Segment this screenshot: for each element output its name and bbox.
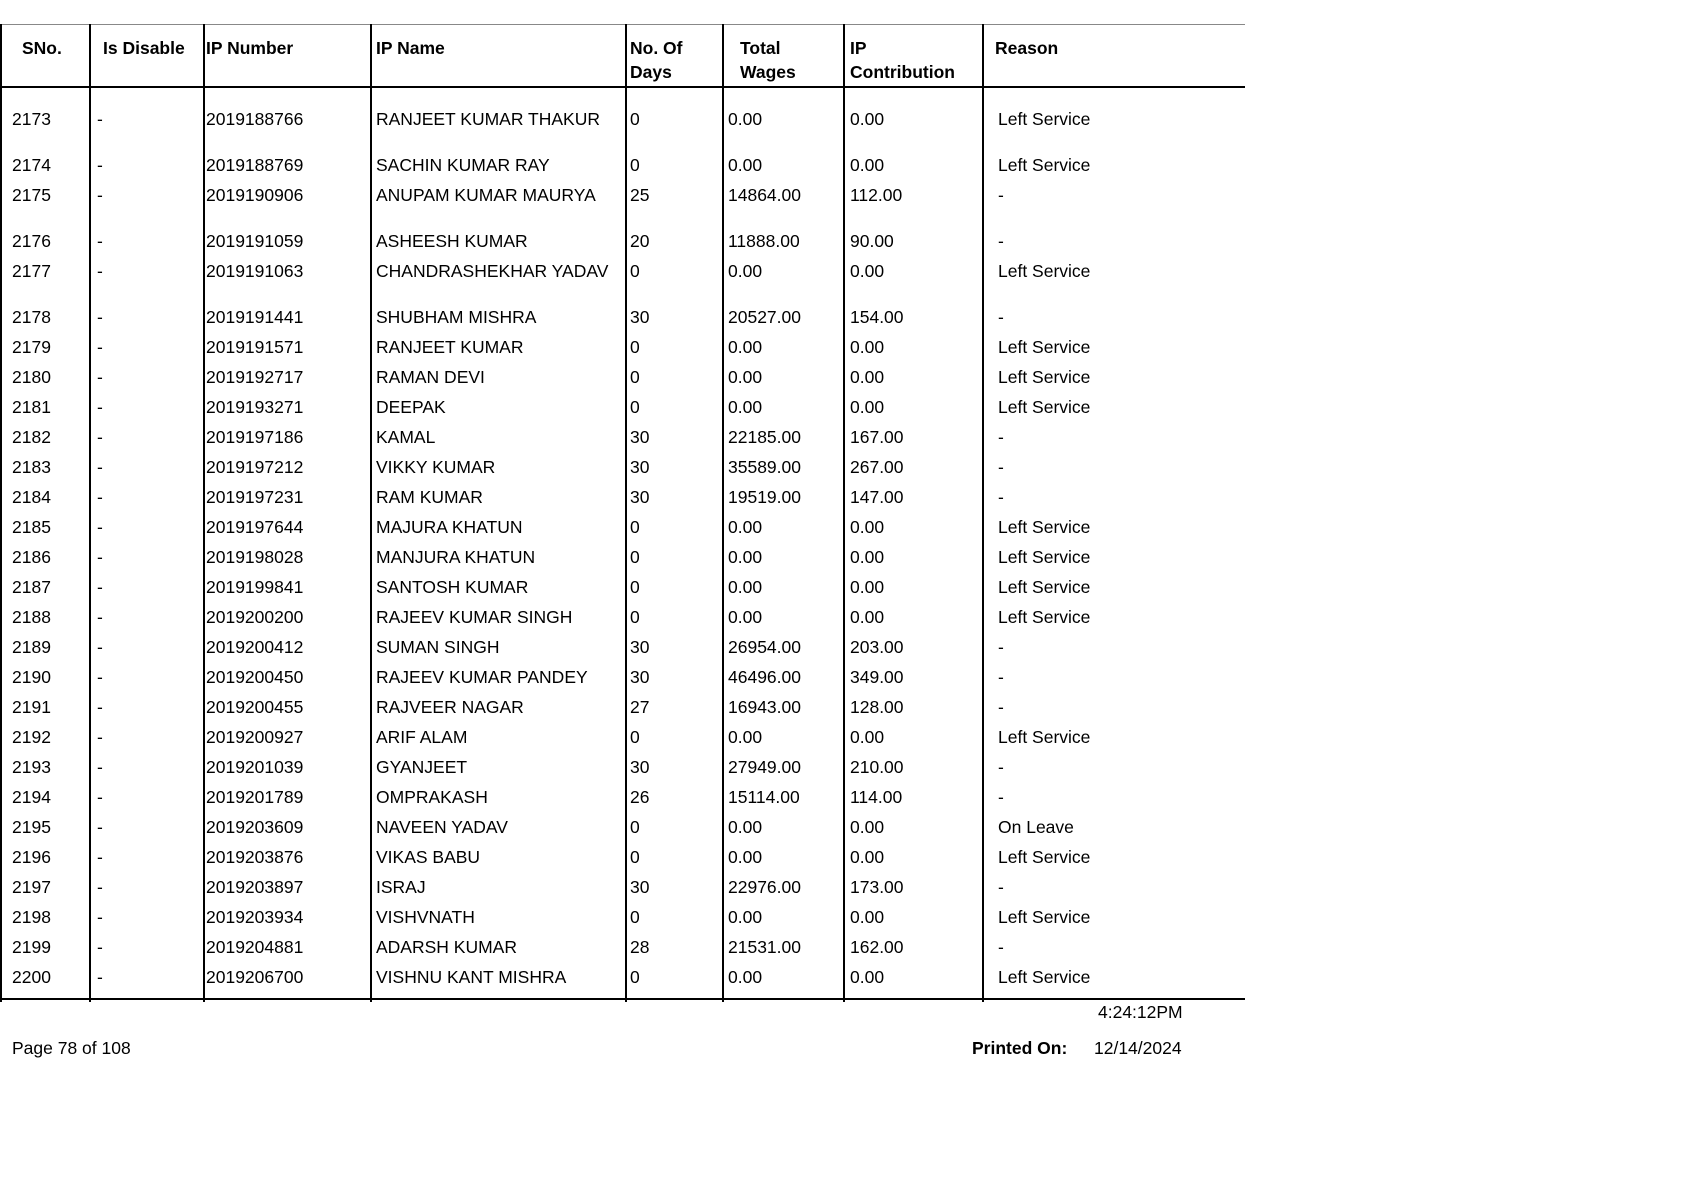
cell-ip-contribution: 0.00	[850, 967, 885, 987]
table-row	[0, 396, 1245, 426]
cell-ip-name: VISHVNATH	[376, 907, 475, 927]
table-top-border	[0, 24, 1245, 25]
cell-ip-name: SACHIN KUMAR RAY	[376, 155, 550, 175]
header-reason-line1: Reason	[995, 38, 1059, 58]
table-row	[0, 756, 1245, 786]
cell-total-wages: 0.00	[728, 967, 763, 987]
cell-ip-number: 2019201039	[206, 757, 304, 777]
cell-sno: 2186	[12, 547, 51, 567]
cell-total-wages: 0.00	[728, 847, 763, 867]
cell-ip-contribution: 0.00	[850, 109, 885, 129]
cell-is-disable: -	[97, 667, 103, 687]
cell-total-wages: 0.00	[728, 367, 763, 387]
print-time: 4:24:12PM	[1098, 1002, 1183, 1022]
cell-days: 30	[630, 457, 650, 477]
cell-ip-contribution: 128.00	[850, 697, 904, 717]
cell-ip-name: NAVEEN YADAV	[376, 817, 508, 837]
cell-total-wages: 0.00	[728, 727, 763, 747]
cell-ip-number: 2019203876	[206, 847, 304, 867]
cell-ip-name: ISRAJ	[376, 877, 426, 897]
cell-ip-number: 2019200927	[206, 727, 304, 747]
cell-reason: Left Service	[998, 967, 1091, 987]
table-row	[0, 726, 1245, 756]
cell-total-wages: 0.00	[728, 577, 763, 597]
cell-ip-name: ANUPAM KUMAR MAURYA	[376, 185, 596, 205]
printed-on-label: Printed On:	[972, 1038, 1068, 1058]
cell-ip-contribution: 267.00	[850, 457, 904, 477]
cell-sno: 2181	[12, 397, 51, 417]
cell-reason: Left Service	[998, 261, 1091, 281]
table-row	[0, 184, 1245, 230]
table-row	[0, 846, 1245, 876]
cell-ip-name: VISHNU KANT MISHRA	[376, 967, 567, 987]
table-row	[0, 906, 1245, 936]
cell-days: 0	[630, 337, 640, 357]
cell-total-wages: 46496.00	[728, 667, 801, 687]
cell-days: 0	[630, 547, 640, 567]
cell-total-wages: 0.00	[728, 547, 763, 567]
cell-is-disable: -	[97, 907, 103, 927]
table-row	[0, 936, 1245, 966]
cell-ip-number: 2019197644	[206, 517, 304, 537]
cell-sno: 2194	[12, 787, 51, 807]
cell-ip-name: CHANDRASHEKHAR YADAV	[376, 261, 609, 281]
cell-reason: -	[998, 937, 1004, 957]
cell-reason: Left Service	[998, 517, 1091, 537]
cell-sno: 2183	[12, 457, 51, 477]
cell-is-disable: -	[97, 607, 103, 627]
cell-days: 0	[630, 577, 640, 597]
cell-days: 0	[630, 967, 640, 987]
table-row	[0, 786, 1245, 816]
cell-reason: -	[998, 637, 1004, 657]
cell-ip-number: 2019200412	[206, 637, 304, 657]
cell-ip-contribution: 0.00	[850, 907, 885, 927]
cell-total-wages: 22976.00	[728, 877, 801, 897]
cell-reason: -	[998, 757, 1004, 777]
cell-ip-contribution: 0.00	[850, 517, 885, 537]
header-ip-contribution-line2: Contribution	[850, 62, 955, 82]
cell-days: 0	[630, 261, 640, 281]
cell-is-disable: -	[97, 185, 103, 205]
cell-days: 0	[630, 847, 640, 867]
cell-ip-contribution: 0.00	[850, 337, 885, 357]
column-divider	[722, 24, 724, 1002]
header-days-line2: Days	[630, 62, 672, 82]
cell-ip-number: 2019200200	[206, 607, 304, 627]
cell-ip-name: SUMAN SINGH	[376, 637, 500, 657]
column-divider	[89, 24, 91, 1002]
cell-days: 30	[630, 307, 650, 327]
cell-reason: -	[998, 877, 1004, 897]
table-row	[0, 230, 1245, 260]
cell-total-wages: 14864.00	[728, 185, 801, 205]
cell-reason: Left Service	[998, 907, 1091, 927]
cell-sno: 2197	[12, 877, 51, 897]
cell-ip-name: OMPRAKASH	[376, 787, 488, 807]
cell-ip-number: 2019200450	[206, 667, 304, 687]
cell-sno: 2189	[12, 637, 51, 657]
cell-total-wages: 0.00	[728, 155, 763, 175]
cell-is-disable: -	[97, 817, 103, 837]
table-row	[0, 336, 1245, 366]
cell-reason: -	[998, 427, 1004, 447]
cell-is-disable: -	[97, 937, 103, 957]
cell-days: 0	[630, 817, 640, 837]
cell-is-disable: -	[97, 155, 103, 175]
cell-total-wages: 27949.00	[728, 757, 801, 777]
header-ip-name-line1: IP Name	[376, 38, 445, 58]
cell-ip-name: SANTOSH KUMAR	[376, 577, 529, 597]
column-divider	[370, 24, 372, 1002]
cell-total-wages: 21531.00	[728, 937, 801, 957]
cell-ip-number: 2019203934	[206, 907, 304, 927]
cell-ip-contribution: 173.00	[850, 877, 904, 897]
cell-sno: 2199	[12, 937, 51, 957]
cell-ip-number: 2019192717	[206, 367, 304, 387]
cell-is-disable: -	[97, 109, 103, 129]
cell-reason: Left Service	[998, 397, 1091, 417]
cell-sno: 2188	[12, 607, 51, 627]
cell-reason: -	[998, 787, 1004, 807]
cell-ip-name: ASHEESH KUMAR	[376, 231, 528, 251]
column-divider	[843, 24, 845, 1002]
cell-ip-number: 2019203609	[206, 817, 304, 837]
cell-days: 30	[630, 487, 650, 507]
cell-days: 30	[630, 877, 650, 897]
cell-ip-number: 2019201789	[206, 787, 304, 807]
cell-ip-name: RANJEET KUMAR	[376, 337, 524, 357]
cell-is-disable: -	[97, 367, 103, 387]
cell-ip-contribution: 203.00	[850, 637, 904, 657]
header-sno	[22, 36, 62, 60]
cell-total-wages: 0.00	[728, 337, 763, 357]
header-total-wages	[740, 36, 796, 84]
table-row	[0, 306, 1245, 336]
cell-is-disable: -	[97, 261, 103, 281]
cell-ip-number: 2019206700	[206, 967, 304, 987]
cell-reason: Left Service	[998, 607, 1091, 627]
cell-is-disable: -	[97, 487, 103, 507]
column-divider	[203, 24, 205, 1002]
cell-total-wages: 0.00	[728, 517, 763, 537]
cell-is-disable: -	[97, 577, 103, 597]
cell-days: 27	[630, 697, 650, 717]
cell-is-disable: -	[97, 727, 103, 747]
cell-ip-name: RAM KUMAR	[376, 487, 483, 507]
cell-reason: -	[998, 457, 1004, 477]
cell-total-wages: 0.00	[728, 261, 763, 281]
header-ip-contribution	[850, 36, 955, 84]
cell-days: 30	[630, 637, 650, 657]
cell-reason: Left Service	[998, 847, 1091, 867]
cell-ip-number: 2019200455	[206, 697, 304, 717]
header-total-wages-line2: Wages	[740, 62, 796, 82]
cell-is-disable: -	[97, 637, 103, 657]
cell-total-wages: 20527.00	[728, 307, 801, 327]
header-ip-contribution-line1: IP	[850, 38, 867, 58]
column-divider	[0, 24, 2, 1002]
cell-ip-contribution: 112.00	[850, 185, 903, 205]
cell-ip-number: 2019197231	[206, 487, 304, 507]
cell-ip-name: MANJURA KHATUN	[376, 547, 536, 567]
cell-ip-name: RAMAN DEVI	[376, 367, 485, 387]
cell-reason: Left Service	[998, 367, 1091, 387]
cell-ip-number: 2019197212	[206, 457, 304, 477]
cell-days: 0	[630, 367, 640, 387]
cell-ip-number: 2019199841	[206, 577, 304, 597]
cell-is-disable: -	[97, 847, 103, 867]
cell-reason: Left Service	[998, 155, 1091, 175]
cell-total-wages: 11888.00	[728, 231, 800, 251]
header-ip-name	[376, 36, 445, 60]
header-total-wages-line1: Total	[740, 38, 781, 58]
cell-total-wages: 35589.00	[728, 457, 801, 477]
cell-sno: 2192	[12, 727, 51, 747]
cell-days: 0	[630, 155, 640, 175]
cell-sno: 2177	[12, 261, 51, 281]
cell-days: 20	[630, 231, 650, 251]
cell-is-disable: -	[97, 757, 103, 777]
cell-sno: 2190	[12, 667, 51, 687]
cell-ip-name: MAJURA KHATUN	[376, 517, 523, 537]
cell-ip-contribution: 162.00	[850, 937, 904, 957]
table-row	[0, 108, 1245, 154]
cell-is-disable: -	[97, 231, 103, 251]
cell-ip-number: 2019188766	[206, 109, 304, 129]
cell-reason: Left Service	[998, 577, 1091, 597]
cell-sno: 2200	[12, 967, 51, 987]
table-row	[0, 666, 1245, 696]
cell-ip-number: 2019193271	[206, 397, 304, 417]
table-row	[0, 876, 1245, 906]
cell-ip-name: SHUBHAM MISHRA	[376, 307, 537, 327]
cell-ip-number: 2019191571	[206, 337, 304, 357]
cell-reason: Left Service	[998, 727, 1091, 747]
cell-reason: Left Service	[998, 337, 1091, 357]
cell-ip-name: VIKAS BABU	[376, 847, 481, 867]
table-row	[0, 260, 1245, 306]
cell-reason: On Leave	[998, 817, 1074, 837]
cell-is-disable: -	[97, 517, 103, 537]
header-ip-number-line1: IP Number	[206, 38, 294, 58]
cell-ip-name: RAJEEV KUMAR SINGH	[376, 607, 573, 627]
cell-total-wages: 22185.00	[728, 427, 801, 447]
cell-ip-contribution: 0.00	[850, 577, 885, 597]
cell-ip-contribution: 90.00	[850, 231, 894, 251]
cell-sno: 2180	[12, 367, 51, 387]
cell-is-disable: -	[97, 427, 103, 447]
cell-days: 0	[630, 907, 640, 927]
cell-days: 0	[630, 607, 640, 627]
cell-ip-name: GYANJEET	[376, 757, 468, 777]
page-number: Page 78 of 108	[12, 1038, 131, 1058]
cell-sno: 2185	[12, 517, 51, 537]
header-sno-line1: SNo.	[22, 38, 62, 58]
cell-days: 26	[630, 787, 650, 807]
cell-reason: -	[998, 231, 1004, 251]
cell-days: 0	[630, 517, 640, 537]
cell-sno: 2175	[12, 185, 51, 205]
cell-reason: -	[998, 667, 1004, 687]
table-row	[0, 816, 1245, 846]
cell-is-disable: -	[97, 307, 103, 327]
cell-is-disable: -	[97, 697, 103, 717]
table-row	[0, 486, 1245, 516]
cell-total-wages: 0.00	[728, 109, 763, 129]
table-bottom-border	[0, 998, 1245, 1000]
cell-is-disable: -	[97, 787, 103, 807]
cell-ip-contribution: 349.00	[850, 667, 904, 687]
cell-total-wages: 0.00	[728, 907, 763, 927]
printed-date: 12/14/2024	[1094, 1038, 1182, 1058]
header-reason	[995, 36, 1058, 60]
cell-ip-contribution: 0.00	[850, 155, 885, 175]
table-row	[0, 606, 1245, 636]
cell-ip-name: KAMAL	[376, 427, 436, 447]
cell-is-disable: -	[97, 457, 103, 477]
cell-total-wages: 0.00	[728, 817, 763, 837]
cell-days: 0	[630, 727, 640, 747]
cell-ip-number: 2019188769	[206, 155, 304, 175]
cell-sno: 2174	[12, 155, 51, 175]
cell-days: 0	[630, 109, 640, 129]
cell-ip-name: ARIF ALAM	[376, 727, 468, 747]
cell-reason: -	[998, 307, 1004, 327]
table-row	[0, 966, 1245, 996]
cell-total-wages: 16943.00	[728, 697, 801, 717]
header-is-disable-line1: Is Disable	[103, 38, 185, 58]
cell-sno: 2176	[12, 231, 51, 251]
cell-total-wages: 19519.00	[728, 487, 801, 507]
table-row	[0, 516, 1245, 546]
table-row	[0, 696, 1245, 726]
header-ip-number	[206, 36, 293, 60]
cell-is-disable: -	[97, 397, 103, 417]
cell-ip-number: 2019190906	[206, 185, 304, 205]
cell-total-wages: 0.00	[728, 397, 763, 417]
header-days-line1: No. Of	[630, 38, 683, 58]
cell-ip-contribution: 0.00	[850, 261, 885, 281]
cell-reason: -	[998, 185, 1004, 205]
cell-ip-number: 2019197186	[206, 427, 304, 447]
cell-ip-contribution: 0.00	[850, 367, 885, 387]
cell-days: 30	[630, 427, 650, 447]
cell-sno: 2196	[12, 847, 51, 867]
header-bottom-border	[0, 86, 1245, 88]
table-row	[0, 154, 1245, 184]
cell-ip-contribution: 0.00	[850, 547, 885, 567]
cell-sno: 2187	[12, 577, 51, 597]
cell-days: 25	[630, 185, 650, 205]
cell-ip-contribution: 154.00	[850, 307, 904, 327]
cell-ip-contribution: 0.00	[850, 727, 885, 747]
cell-ip-name: DEEPAK	[376, 397, 446, 417]
cell-ip-contribution: 114.00	[850, 787, 903, 807]
cell-sno: 2184	[12, 487, 51, 507]
cell-ip-name: RAJVEER NAGAR	[376, 697, 524, 717]
cell-reason: -	[998, 487, 1004, 507]
cell-days: 30	[630, 667, 650, 687]
table-row	[0, 546, 1245, 576]
cell-sno: 2193	[12, 757, 51, 777]
cell-sno: 2178	[12, 307, 51, 327]
column-divider	[625, 24, 627, 1002]
table-row	[0, 366, 1245, 396]
cell-ip-contribution: 0.00	[850, 397, 885, 417]
cell-total-wages: 15114.00	[728, 787, 800, 807]
cell-ip-number: 2019191059	[206, 231, 304, 251]
cell-sno: 2173	[12, 109, 51, 129]
cell-ip-contribution: 0.00	[850, 847, 885, 867]
cell-days: 30	[630, 757, 650, 777]
cell-ip-name: ADARSH KUMAR	[376, 937, 517, 957]
cell-sno: 2179	[12, 337, 51, 357]
cell-sno: 2198	[12, 907, 51, 927]
cell-ip-name: VIKKY KUMAR	[376, 457, 496, 477]
cell-days: 0	[630, 397, 640, 417]
cell-reason: Left Service	[998, 547, 1091, 567]
cell-sno: 2191	[12, 697, 51, 717]
cell-total-wages: 0.00	[728, 607, 763, 627]
column-divider	[982, 24, 984, 1002]
cell-ip-name: RANJEET KUMAR THAKUR	[376, 109, 600, 129]
cell-ip-number: 2019191441	[206, 307, 304, 327]
cell-sno: 2195	[12, 817, 51, 837]
cell-days: 28	[630, 937, 650, 957]
cell-reason: Left Service	[998, 109, 1091, 129]
cell-ip-contribution: 147.00	[850, 487, 904, 507]
table-row	[0, 456, 1245, 486]
table-row	[0, 636, 1245, 666]
cell-is-disable: -	[97, 547, 103, 567]
cell-ip-contribution: 0.00	[850, 817, 885, 837]
cell-total-wages: 26954.00	[728, 637, 801, 657]
cell-ip-number: 2019204881	[206, 937, 304, 957]
header-is-disable	[103, 36, 185, 60]
cell-ip-contribution: 0.00	[850, 607, 885, 627]
cell-ip-number: 2019203897	[206, 877, 304, 897]
cell-ip-contribution: 210.00	[850, 757, 904, 777]
cell-reason: -	[998, 697, 1004, 717]
cell-ip-name: RAJEEV KUMAR PANDEY	[376, 667, 588, 687]
cell-is-disable: -	[97, 877, 103, 897]
table-row	[0, 426, 1245, 456]
cell-ip-number: 2019191063	[206, 261, 304, 281]
header-days	[630, 36, 683, 84]
table-row	[0, 576, 1245, 606]
cell-is-disable: -	[97, 967, 103, 987]
cell-is-disable: -	[97, 337, 103, 357]
cell-ip-number: 2019198028	[206, 547, 304, 567]
cell-ip-contribution: 167.00	[850, 427, 904, 447]
cell-sno: 2182	[12, 427, 51, 447]
